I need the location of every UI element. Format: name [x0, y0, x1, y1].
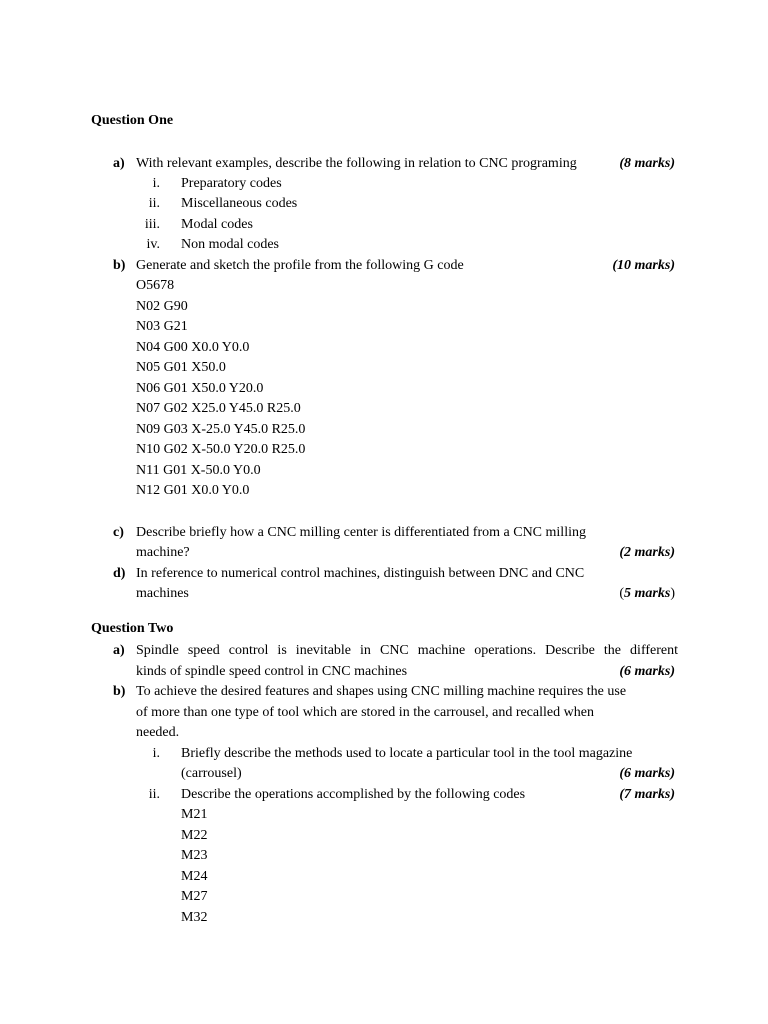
q2-part-a-cont	[0, 662, 768, 682]
mcode-text: M21	[181, 807, 208, 822]
marks: (10 marks)	[612, 258, 675, 273]
q2-part-b-cont	[0, 723, 768, 743]
marks: (2 marks)	[619, 545, 675, 560]
marks: (8 marks)	[619, 156, 675, 171]
gcode-text: N11 G01 X-50.0 Y0.0	[136, 463, 261, 478]
part-text: Spindle speed control is inevitable in CNC machine operations. Describe the different	[136, 643, 678, 658]
gcode-line	[0, 481, 768, 501]
part-text: needed.	[136, 725, 180, 740]
mcode-line	[0, 826, 768, 846]
item-text: Describe the operations accomplished by the following codes	[181, 787, 526, 802]
part-label: b)	[113, 258, 126, 273]
gcode-text: N02 G90	[136, 299, 188, 314]
q1-part-d	[0, 564, 768, 584]
part-text: kinds of spindle speed control in CNC machines	[136, 664, 408, 679]
part-text: With relevant examples, describe the following in relation to CNC programing	[136, 156, 577, 171]
gcode-text: O5678	[136, 278, 175, 293]
gcode-text: N10 G02 X-50.0 Y20.0 R25.0	[136, 442, 306, 457]
mcode-text: M24	[181, 869, 208, 884]
item-text: Non modal codes	[181, 237, 279, 252]
mcode-line	[0, 805, 768, 825]
roman-numeral: i.	[152, 746, 160, 761]
q1-part-d-cont	[0, 584, 768, 604]
mcode-text: M22	[181, 828, 208, 843]
gcode-line	[0, 297, 768, 317]
gcode-text: N04 G00 X0.0 Y0.0	[136, 340, 250, 355]
gcode-text: N05 G01 X50.0	[136, 360, 226, 375]
item-text: (carrousel)	[181, 766, 242, 781]
q2-part-b	[0, 682, 768, 702]
part-text: In reference to numerical control machines, distinguish between DNC and CNC	[136, 566, 585, 581]
part-text: machines	[136, 586, 189, 601]
part-label: a)	[113, 156, 125, 171]
gcode-line	[0, 399, 768, 419]
part-text: Describe briefly how a CNC milling center is differentiated from a CNC milling	[136, 525, 586, 540]
roman-numeral: ii.	[148, 196, 160, 211]
question-one-title: Question One	[91, 113, 174, 128]
roman-numeral: i.	[152, 176, 160, 191]
gcode-line	[0, 338, 768, 358]
q2-b-item-i-cont	[0, 764, 768, 784]
q1-a-item	[0, 235, 768, 255]
gcode-line	[0, 379, 768, 399]
item-text: Briefly describe the methods used to locate a particular tool in the tool magazine	[181, 746, 633, 761]
marks: (7 marks)	[619, 787, 675, 802]
part-label: b)	[113, 684, 126, 699]
gcode-line	[0, 461, 768, 481]
mcode-line	[0, 846, 768, 866]
question-two-title: Question Two	[91, 621, 174, 636]
gcode-line	[0, 440, 768, 460]
marks-open: (	[619, 586, 625, 601]
part-text: Generate and sketch the profile from the following G code	[136, 258, 464, 273]
q2-b-item-i	[0, 744, 768, 764]
q1-a-item	[0, 174, 768, 194]
item-text: Miscellaneous codes	[181, 196, 298, 211]
mcode-line	[0, 867, 768, 887]
marks	[619, 584, 675, 604]
q1-part-c-cont	[0, 543, 768, 563]
marks: (6 marks)	[619, 664, 675, 679]
part-text: machine?	[136, 545, 190, 560]
gcode-line	[0, 420, 768, 440]
part-text: To achieve the desired features and shapes using CNC milling machine requires the use	[136, 684, 627, 699]
mcode-line	[0, 908, 768, 928]
roman-numeral: iv.	[146, 237, 160, 252]
mcode-line	[0, 887, 768, 907]
q1-part-a	[0, 154, 768, 174]
q1-part-c	[0, 523, 768, 543]
roman-numeral: ii.	[148, 787, 160, 802]
q1-a-item	[0, 215, 768, 235]
gcode-text: N12 G01 X0.0 Y0.0	[136, 483, 250, 498]
gcode-text: N07 G02 X25.0 Y45.0 R25.0	[136, 401, 301, 416]
part-text: of more than one type of tool which are stored in the carrousel, and recalled when	[136, 705, 594, 720]
gcode-line	[0, 276, 768, 296]
marks-value: 5 marks	[624, 586, 671, 601]
item-text: Modal codes	[181, 217, 253, 232]
q1-part-b	[0, 256, 768, 276]
gcode-text: N06 G01 X50.0 Y20.0	[136, 381, 264, 396]
q1-a-item	[0, 194, 768, 214]
mcode-text: M27	[181, 889, 208, 904]
gcode-line	[0, 358, 768, 378]
q2-b-item-ii	[0, 785, 768, 805]
part-label: a)	[113, 643, 125, 658]
mcode-text: M32	[181, 910, 208, 925]
q2-part-a	[0, 641, 768, 661]
part-label: d)	[113, 566, 126, 581]
marks-close: )	[670, 586, 675, 601]
q2-part-b-cont	[0, 703, 768, 723]
gcode-text: N03 G21	[136, 319, 188, 334]
mcode-text: M23	[181, 848, 208, 863]
gcode-text: N09 G03 X-25.0 Y45.0 R25.0	[136, 422, 306, 437]
gcode-line	[0, 317, 768, 337]
part-label: c)	[113, 525, 124, 540]
marks: (6 marks)	[619, 766, 675, 781]
item-text: Preparatory codes	[181, 176, 282, 191]
roman-numeral: iii.	[144, 217, 160, 232]
